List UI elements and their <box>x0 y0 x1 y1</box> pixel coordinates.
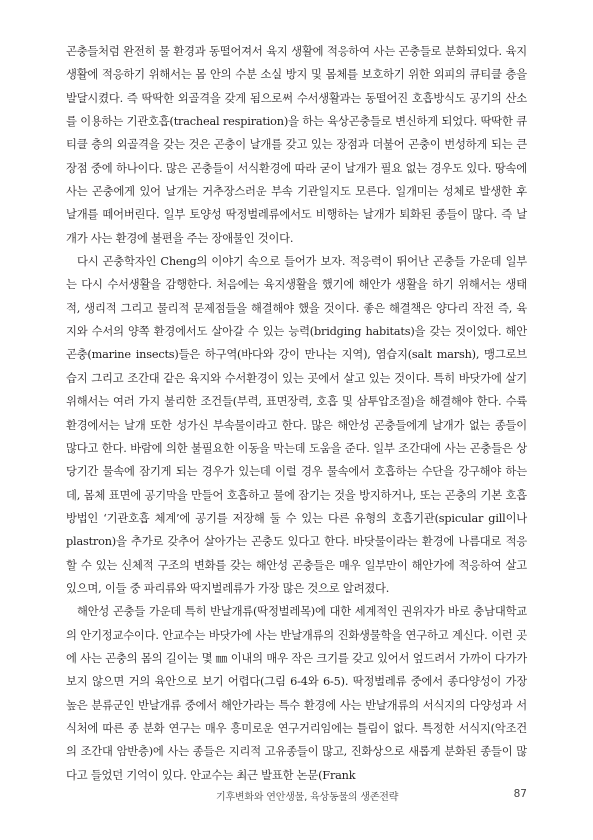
page-number: 87 <box>513 788 527 800</box>
paragraph-1: 곤충들처럼 완전히 물 환경과 동떨어져서 육지 생활에 적응하여 사는 곤충들로 분화되었다. 육지생활에 적응하기 위해서는 몸 안의 수분 소실 방지 및 몸체를 보호하기 위한 외피의 큐티클 층을 발달시켰다. 즉 딱딱한 외골격을 갖게 됨으로써 수서생활과는 동떨어진 호흡방식도 공기의 산소를 이용하는 기관호흡(tracheal respiration)을 하는 육상곤충들로 변신하게 되었다. 딱딱한 큐티클 층의 외골격을 갖는 것은 곤충이 날개를 갖고 있는 장점과 더불어 곤충이 번성하게 되는 큰 장점 중에 하나이다. 많은 곤충들이 서식환경에 따라 굳이 날개가 필요 없는 경우도 있다. 땅속에 사는 곤충에게 있어 날개는 거추장스러운 부속 기관일지도 모른다. 일개미는 성체로 발생한 후 날개를 떼어버린다. 일부 토양성 딱정벌레류에서도 비행하는 날개가 퇴화된 종들이 많다. 즉 날개가 사는 환경에 불편을 주는 장애물인 것이다. <box>66 45 527 245</box>
page-footer <box>66 788 527 804</box>
paragraph-2: 다시 곤충학자인 Cheng의 이야기 속으로 들어가 보자. 적응력이 뛰어난 곤충들 가운데 일부는 다시 수서생활을 감행한다. 처음에는 육지생활을 했기에 해안가 생활을 하기 위해서는 생태적, 생리적 그리고 물리적 문제점들을 해결해야 했을 것이다. 좋은 해결책은 양다리 작전 즉, 육지와 수서의 양쪽 환경에서도 살아갈 수 있는 능력(bridging habitats)을 갖는 것이었다. 해안 곤충(marine insects)들은 하구역(바다와 강이 만나는 지역), 염습지(salt marsh), 맹그로브 습지 그리고 조간대 같은 육지와 수서환경이 있는 곳에서 살고 있는 것이다. 특히 바닷가에 살기 위해서는 여러 가지 불리한 조건들(부력, 표면장력, 호흡 및 삼투압조절)을 해결해야 한다. 수륙환경에서는 날개 또한 성가신 부속물이라고 한다. 많은 해안성 곤충들에게 날개가 없는 종들이 많다고 한다. 바람에 의한 불필요한 이동을 막는데 도움을 준다. 일부 조간대에 사는 곤충들은 상당기간 물속에 잠기게 되는 경우가 있는데 이럴 경우 물속에서 호흡하는 수단을 강구해야 하는데, 몸체 표면에 공기막을 만들어 호흡하고 물에 잠기는 것을 방지하거나, 또는 곤충의 기본 호흡방법인 ‘기관호흡 체계’에 공기를 저장해 둘 수 있는 다른 유형의 호흡기관(spicular gill이나 plastron)을 추가로 갖추어 살아가는 곤충도 있다고 한다. 바닷물이라는 환경에 나름대로 적응할 수 있는 신체적 구조의 변화를 갖는 해안성 곤충들은 매우 일부만이 해안가에 적응하여 살고 있으며, 이들 중 파리류와 딱지벌레류가 가장 많은 것으로 알려졌다. <box>66 255 527 595</box>
running-footer-title: 기후변화와 연안생물, 육상동물의 생존전략 <box>216 792 399 803</box>
paragraph-3: 해안성 곤충들 가운데 특히 반날개류(딱정벌레목)에 대한 세계적인 권위자가 바로 충남대학교의 안기정교수이다. 안교수는 바닷가에 사는 반날개류의 진화생물학을 연구하고 계신다. 이런 곳에 사는 곤충의 몸의 길이는 몇 ㎜ 이내의 매우 작은 크기를 갖고 있어서 엎드려서 가까이 다가가 보지 않으면 거의 육안으로 보기 어렵다(그림 6-4와 6-5). 딱정벌레류 중에서 종다양성이 가장 높은 분류군인 반날개류 중에서 해안가라는 특수 환경에 사는 반날개류의 서식지의 다양성과 서식처에 따른 종 분화 연구는 매우 흥미로운 연구거리임에는 틀림이 없다. 특정한 서식지(악조건의 조간대 암반층)에 사는 종들은 지리적 고유종들이 많고, 진화상으로 새롭게 분화된 종들이 많다고 들었던 기억이 있다. 안교수는 최근 발표한 논문(Frank <box>66 605 527 782</box>
body-text <box>66 40 527 787</box>
